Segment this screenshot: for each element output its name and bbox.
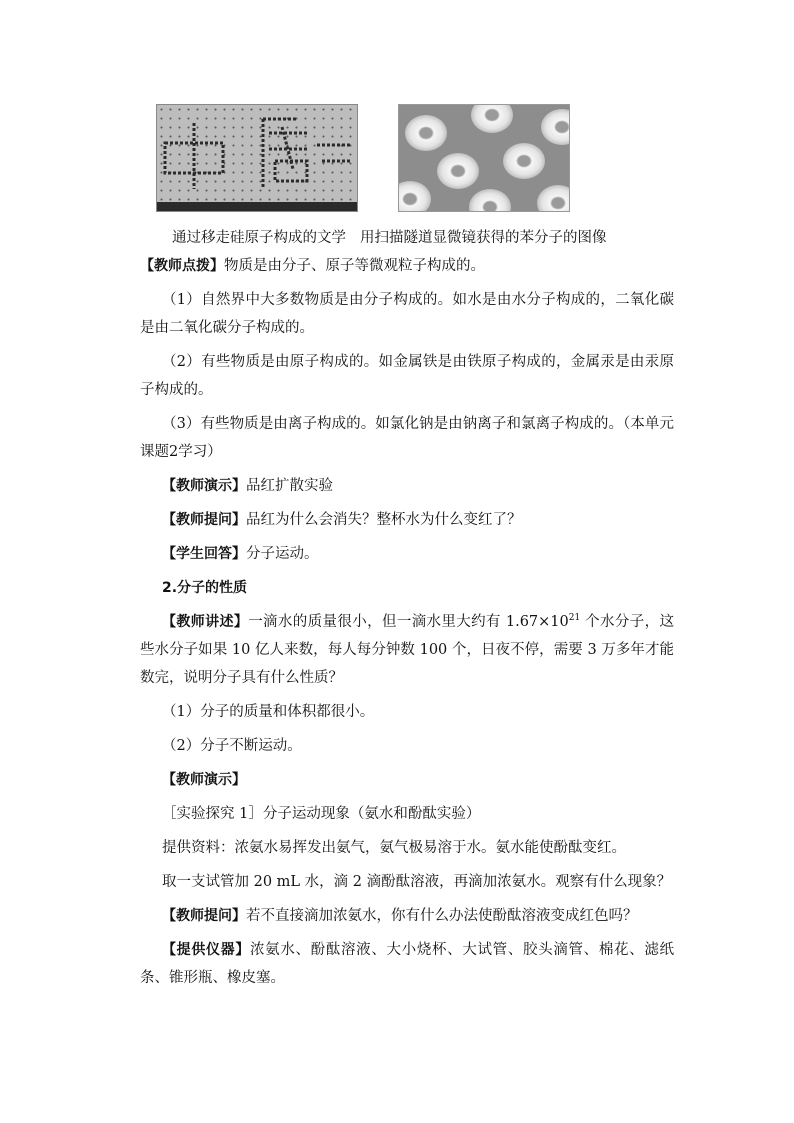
figure-row xyxy=(156,104,568,210)
caption-right: 用扫描隧道显微镜获得的苯分子的图像 xyxy=(360,230,607,246)
teacher-demo-2 xyxy=(140,766,674,794)
text-instruments: 浓氨水、酚酞溶液、大小烧杯、大试管、胶头滴管、棉花、滤纸条、锥形瓶、橡皮塞。 xyxy=(140,942,674,986)
text-teacher-tip: 物质是由分子、原子等微观粒子构成的。 xyxy=(224,258,485,274)
label-teacher-question: 【教师提问】 xyxy=(162,512,246,528)
section-heading xyxy=(140,574,674,602)
teacher-narration xyxy=(140,608,674,692)
point-2: （2）有些物质是由原子构成的。如金属铁是由铁原子构成的，金属汞是由汞原子构成的。 xyxy=(140,354,674,398)
point-1: （1）自然界中大多数物质是由分子构成的。如水是由水分子构成的，二氧化碳是由二氧化碳分子构成的。 xyxy=(140,292,674,336)
label-teacher-question-2: 【教师提问】 xyxy=(162,908,246,924)
figure-caption xyxy=(172,226,607,247)
exponent: 21 xyxy=(568,613,581,624)
procedure: 取一支试管加 20 mL 水，滴 2 滴酚酞溶液，再滴加浓氨水。观察有什么现象？ xyxy=(162,874,672,890)
label-student-answer: 【学生回答】 xyxy=(162,546,246,562)
body-text xyxy=(140,252,674,998)
text-teacher-question-2: 若不直接滴加浓氨水，你有什么办法使酚酞溶液变成红色吗？ xyxy=(246,908,638,924)
teacher-question-2 xyxy=(140,902,674,930)
teacher-tip xyxy=(140,252,674,280)
instruments xyxy=(140,936,674,992)
point-3: （3）有些物质是由离子构成的。如氯化钠是由钠离子和氯离子构成的。（本单元课题2学习） xyxy=(140,416,674,460)
label-teacher-demo-2: 【教师演示】 xyxy=(162,772,246,788)
silicon-atom-text-drawing xyxy=(157,105,357,211)
label-teacher-tip: 【教师点拨】 xyxy=(140,258,224,274)
provided-info: 提供资料：浓氨水易挥发出氨气，氨气极易溶于水。氨水能使酚酞变红。 xyxy=(162,840,626,856)
text-narration-b: 个水分子，这些水分子如果 10 亿人来数，每人每分钟数 100 个，日夜不停，需要 3 万多年才能数完，说明分子具有什么性质？ xyxy=(140,614,674,686)
text-narration-a: 一滴水的质量很小，但一滴水里大约有 1.67×10 xyxy=(248,614,569,630)
property-2: （2）分子不断运动。 xyxy=(162,738,302,754)
teacher-demo xyxy=(140,472,674,500)
property-1: （1）分子的质量和体积都很小。 xyxy=(162,704,375,720)
heading-molecule-properties: 2.分子的性质 xyxy=(162,580,248,596)
silicon-atom-text-image xyxy=(156,104,358,212)
label-teacher-narration: 【教师讲述】 xyxy=(162,614,249,630)
text-teacher-demo: 品红扩散实验 xyxy=(246,478,333,494)
student-answer xyxy=(140,540,674,568)
scale-bar xyxy=(157,202,357,211)
caption-left: 通过移走硅原子构成的文学 xyxy=(172,230,346,246)
label-instruments: 【提供仪器】 xyxy=(162,942,250,958)
experiment-title: ［实验探究 1］分子运动现象（氨水和酚酞实验） xyxy=(162,806,481,822)
text-teacher-question: 品红为什么会消失？整杯水为什么变红了？ xyxy=(246,512,522,528)
teacher-question xyxy=(140,506,674,534)
text-student-answer: 分子运动。 xyxy=(246,546,319,562)
label-teacher-demo: 【教师演示】 xyxy=(162,478,246,494)
benzene-molecule-image xyxy=(398,104,570,212)
